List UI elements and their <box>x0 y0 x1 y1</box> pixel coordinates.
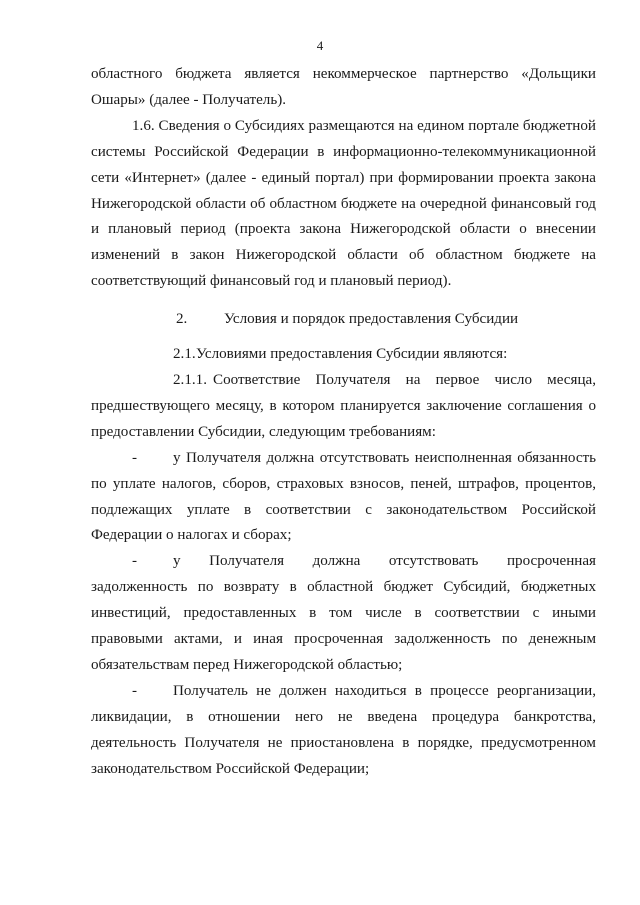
bullet-text: у Получателя должна отсутствовать просроченная задолженность по возврату в областной бюджет Субсидий, бюджетных инвестиций, предоставленных в том числе в соответствии с иными правовыми актами, и иная просроченная задолженность по денежным обязательствам перед Нижегородской областью; <box>91 553 596 673</box>
bullet-text: у Получателя должна отсутствовать неисполненная обязанность по уплате налогов, сборов, страховых взносов, пеней, штрафов, процентов, подлежащих уплате в соответствии с законодательством Российской Федерации о налогах и сборах; <box>91 449 596 544</box>
paragraph-1-6: 1.6. Сведения о Субсидиях размещаются на едином портале бюджетной системы Российской Федерации в информационно-телекоммуникационной сети «Интернет» (далее - единый портал) при формировании проекта закона Нижегородской области об областном бюджете на очередной финансовый год и плановый период (проекта закона Нижегородской области о внесении изменений в закон Нижегородской области об областном бюджете на соответствующий финансовый год и плановый период). <box>91 117 596 290</box>
document-body <box>91 62 596 782</box>
bullet-text: Получатель не должен находиться в процессе реорганизации, ликвидации, в отношении него не введена процедура банкротства, деятельность Получателя не приостановлена в порядке, предусмотренном законодательством Российской Федерации; <box>91 682 596 777</box>
spacer <box>91 333 596 342</box>
page-number: 4 <box>316 38 324 53</box>
bullet-item <box>91 446 596 550</box>
item-2-1-1 <box>91 368 596 446</box>
item-2-1-text: Условиями предоставления Субсидии являются: <box>196 346 508 363</box>
item-2-1-1-number: 2.1.1. <box>173 371 207 388</box>
section-2-title: Условия и порядок предоставления Субсидии <box>224 311 519 328</box>
section-2-number: 2. <box>176 311 188 328</box>
item-2-1 <box>91 342 596 368</box>
section-2-heading <box>91 307 596 333</box>
spacer <box>91 295 596 307</box>
bullet-item <box>91 679 596 783</box>
bullet-marker: - <box>132 553 138 570</box>
item-2-1-1-text: Соответствие Получателя на первое число месяца, предшествующего месяцу, в котором планируется заключение соглашения о предоставлении Субсидии, следующим требованиям: <box>91 371 596 440</box>
bullet-marker: - <box>132 682 138 699</box>
paragraph-continuation: областного бюджета является некоммерческое партнерство «Дольщики Ошары» (далее - Получатель). <box>91 66 596 108</box>
item-2-1-number: 2.1. <box>173 346 196 363</box>
bullet-marker: - <box>132 449 138 466</box>
bullet-item <box>91 549 596 679</box>
